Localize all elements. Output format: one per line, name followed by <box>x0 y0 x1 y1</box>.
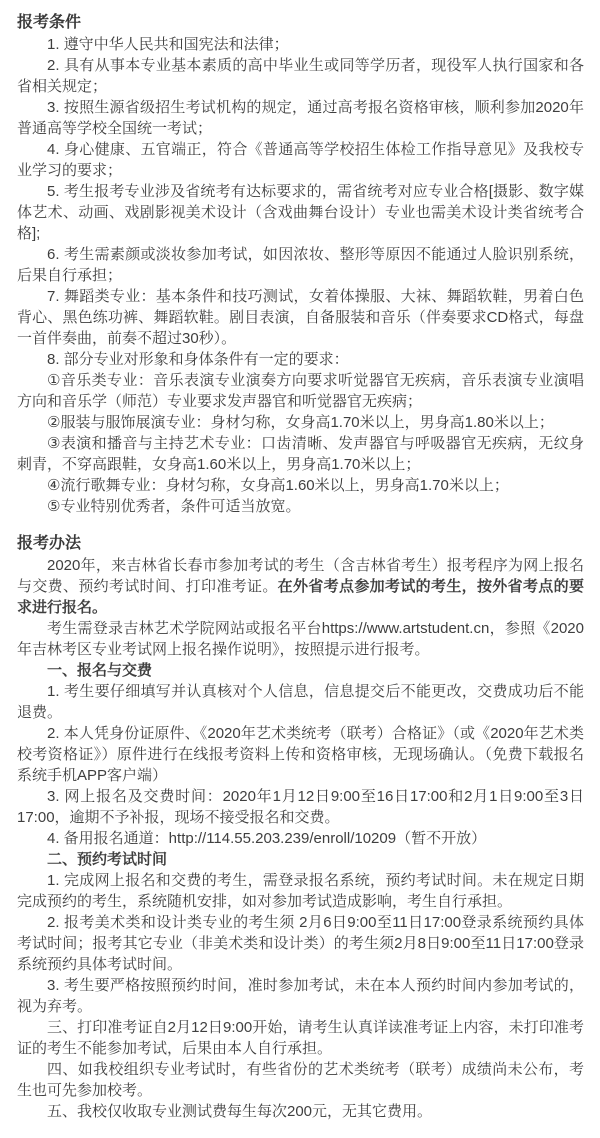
section-title-method: 报考办法 <box>17 535 82 552</box>
method-item-fee: 五、我校仅收取专业测试费每生每次200元，无其它费用。 <box>47 1103 433 1120</box>
method-intro-bold-text: 在外省考点参加考试的考生，按外省考点的要求进行报名。 <box>17 578 584 616</box>
condition-item-2: 2. 具有从事本专业基本素质的高中毕业生或同等学历者，现役军人执行国家和各省相关规定； <box>17 57 584 95</box>
condition-subitem-4: ④流行歌舞专业：身材匀称，女身高1.60米以上，男身高1.70米以上； <box>47 477 509 494</box>
condition-item-5: 5. 考生报考专业涉及省统考有达标要求的，需省统考对应专业合格[摄影、数字媒体艺术、动画、戏剧影视美术设计（含戏曲舞台设计）专业也需美术设计类省统考合格]; <box>17 183 584 242</box>
appointment-item-1: 1. 完成网上报名和交费的考生，需登录报名系统，预约考试时间。未在规定日期完成预约的考生，系统随机安排，如对参加考试造成影响，考生自行承担。 <box>17 872 584 910</box>
subsection-title-exam-appointment: 二、预约考试时间 <box>47 851 168 868</box>
condition-subitem-2: ②服装与服饰展演专业：身材匀称，女身高1.70米以上，男身高1.80米以上； <box>47 414 554 431</box>
condition-item-7: 7. 舞蹈类专业：基本条件和技巧测试，女着体操服、大袜、舞蹈软鞋，男着白色背心、黑色练功裤、舞蹈软鞋。剧目表演，自备服装和音乐（伴奏要求CD格式，每盘一首伴奏曲，前奏不超过30秒）。 <box>17 288 584 347</box>
condition-item-3: 3. 按照生源省级招生考试机构的规定，通过高考报名资格审核，顺利参加2020年普通高等学校全国统一考试； <box>17 99 584 137</box>
registration-item-2: 2. 本人凭身份证原件、《2020年艺术类统考（联考）合格证》（或《2020年艺术类校考资格证》）原件进行在线报考资料上传和资格审核，无现场确认。（免费下载报名系统手机APP客户端） <box>17 725 584 784</box>
registration-item-4: 4. 备用报名通道：http://114.55.203.239/enroll/10209（暂不开放） <box>47 830 487 847</box>
condition-item-8: 8. 部分专业对形象和身体条件有一定的要求： <box>47 351 349 368</box>
method-item-print-ticket: 三、打印准考证自2月12日9:00开始，请考生认真详读准考证上内容，未打印准考证的考生不能参加考试，后果由本人自行承担。 <box>17 1019 584 1057</box>
method-login-note: 考生需登录吉林艺术学院网站或报名平台https://www.artstudent.cn，参照《2020年吉林考区专业考试网上报名操作说明》，按照提示进行报考。 <box>17 620 584 658</box>
condition-subitem-1: ①音乐类专业：音乐表演专业演奏方向要求听觉器官无疾病，音乐表演专业演唱方向和音乐学（师范）专业要求发声器官和听觉器官无疾病； <box>17 372 584 410</box>
registration-item-3: 3. 网上报名及交费时间：2020年1月12日9:00至16日17:00和2月1日9:00至3日17:00，逾期不予补报，现场不接受报名和交费。 <box>17 788 584 826</box>
appointment-item-3: 3. 考生要严格按照预约时间，准时参加考试，未在本人预约时间内参加考试的，视为弃考。 <box>17 977 584 1015</box>
method-item-unified-exam-note: 四、如我校组织专业考试时，有些省份的艺术类统考（联考）成绩尚未公布，考生也可先参加校考。 <box>17 1061 584 1099</box>
subsection-title-registration-payment: 一、报名与交费 <box>47 662 153 679</box>
method-intro <box>17 555 584 618</box>
condition-item-1: 1. 遵守中华人民共和国宪法和法律； <box>47 36 289 53</box>
section-title-conditions: 报考条件 <box>17 14 82 31</box>
appointment-item-2: 2. 报考美术类和设计类专业的考生须 2月6日9:00至11日17:00登录系统预约具体考试时间；报考其它专业（非美术类和设计类）的考生须2月8日9:00至11日17:00登录系统预约具体考试时间。 <box>17 914 584 973</box>
registration-item-1: 1. 考生要仔细填写并认真核对个人信息，信息提交后不能更改，交费成功后不能退费。 <box>17 683 584 721</box>
condition-item-4: 4. 身心健康、五官端正，符合《普通高等学校招生体检工作指导意见》及我校专业学习的要求； <box>17 141 584 179</box>
condition-subitem-5: ⑤专业特别优秀者，条件可适当放宽。 <box>47 498 301 515</box>
condition-item-6: 6. 考生需素颜或淡妆参加考试，如因浓妆、整形等原因不能通过人脸识别系统，后果自行承担； <box>17 246 584 284</box>
method-intro-text: 2020年，来吉林省长春市参加考试的考生（含吉林省考生）报考程序为网上报名与交费、预约考试时间、打印准考证。 <box>17 557 584 595</box>
condition-subitem-3: ③表演和播音与主持艺术专业：口齿清晰、发声器官与呼吸器官无疾病，无纹身刺青，不穿高跟鞋，女身高1.60米以上，男身高1.70米以上； <box>17 435 584 473</box>
